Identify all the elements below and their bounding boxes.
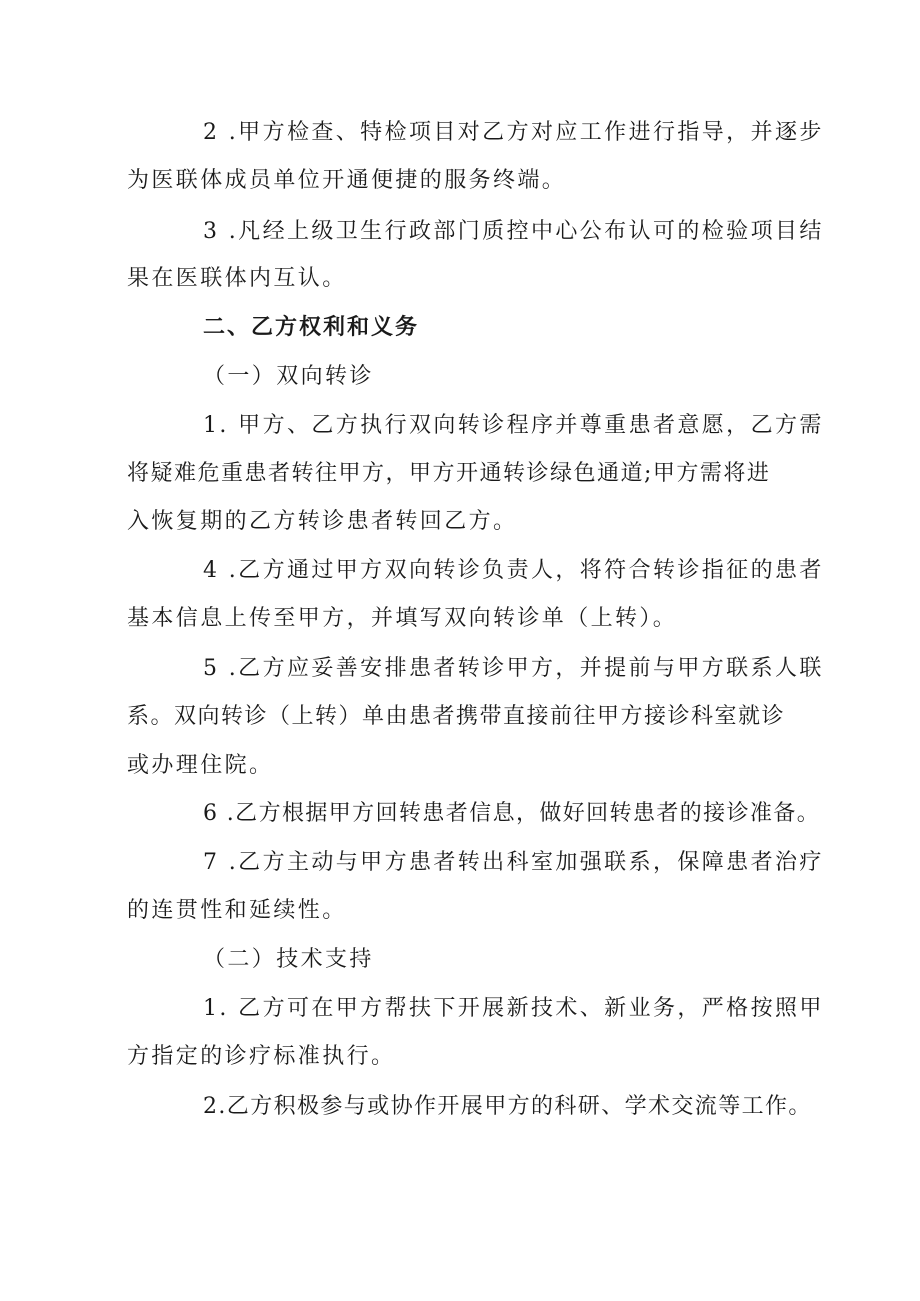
paragraph-line: 3 .凡经上级卫生行政部门质控中心公布认可的检验项目结 [203,219,824,244]
paragraph-line: 为医联体成员单位开通便捷的服务终端。 [127,168,567,193]
subsection-heading: （二）技术支持 [203,947,374,972]
paragraph-line: 1. 甲方、乙方执行双向转诊程序并尊重患者意愿，乙方需 [203,413,824,438]
paragraph-line: 5 .乙方应妥善安排患者转诊甲方，并提前与甲方联系人联 [203,656,824,681]
paragraph-line: 或办理住院。 [127,753,274,778]
paragraph-line: 基本信息上传至甲方，并填写双向转诊单（上转）。 [127,606,678,631]
paragraph-line: 2.乙方积极参与或协作开展甲方的科研、学术交流等工作。 [203,1094,812,1119]
paragraph-line: 4 .乙方通过甲方双向转诊负责人，将符合转诊指征的患者 [203,558,824,583]
paragraph-line: 系。双向转诊（上转）单由患者携带直接前往甲方接诊科室就诊 [127,704,786,729]
paragraph-line: 的连贯性和延续性。 [127,898,347,923]
paragraph-line: 2 .甲方检查、特检项目对乙方对应工作进行指导，并逐步 [203,120,824,145]
paragraph-line: 入恢复期的乙方转诊患者转回乙方。 [127,509,518,534]
paragraph-line: 果在医联体内互认。 [127,266,347,291]
paragraph-line: 方指定的诊疗标准执行。 [127,1044,396,1069]
paragraph-line: 6 .乙方根据甲方回转患者信息，做好回转患者的接诊准备。 [203,801,821,826]
section-heading: 二、乙方权利和义务 [203,315,420,340]
subsection-heading: （一）双向转诊 [203,364,374,389]
paragraph-line: 将疑难危重患者转往甲方，甲方开通转诊绿色通道;甲方需将进 [127,461,771,486]
paragraph-line: 1. 乙方可在甲方帮扶下开展新技术、新业务，严格按照甲 [203,996,824,1021]
paragraph-line: 7 .乙方主动与甲方患者转出科室加强联系，保障患者治疗 [203,850,824,875]
